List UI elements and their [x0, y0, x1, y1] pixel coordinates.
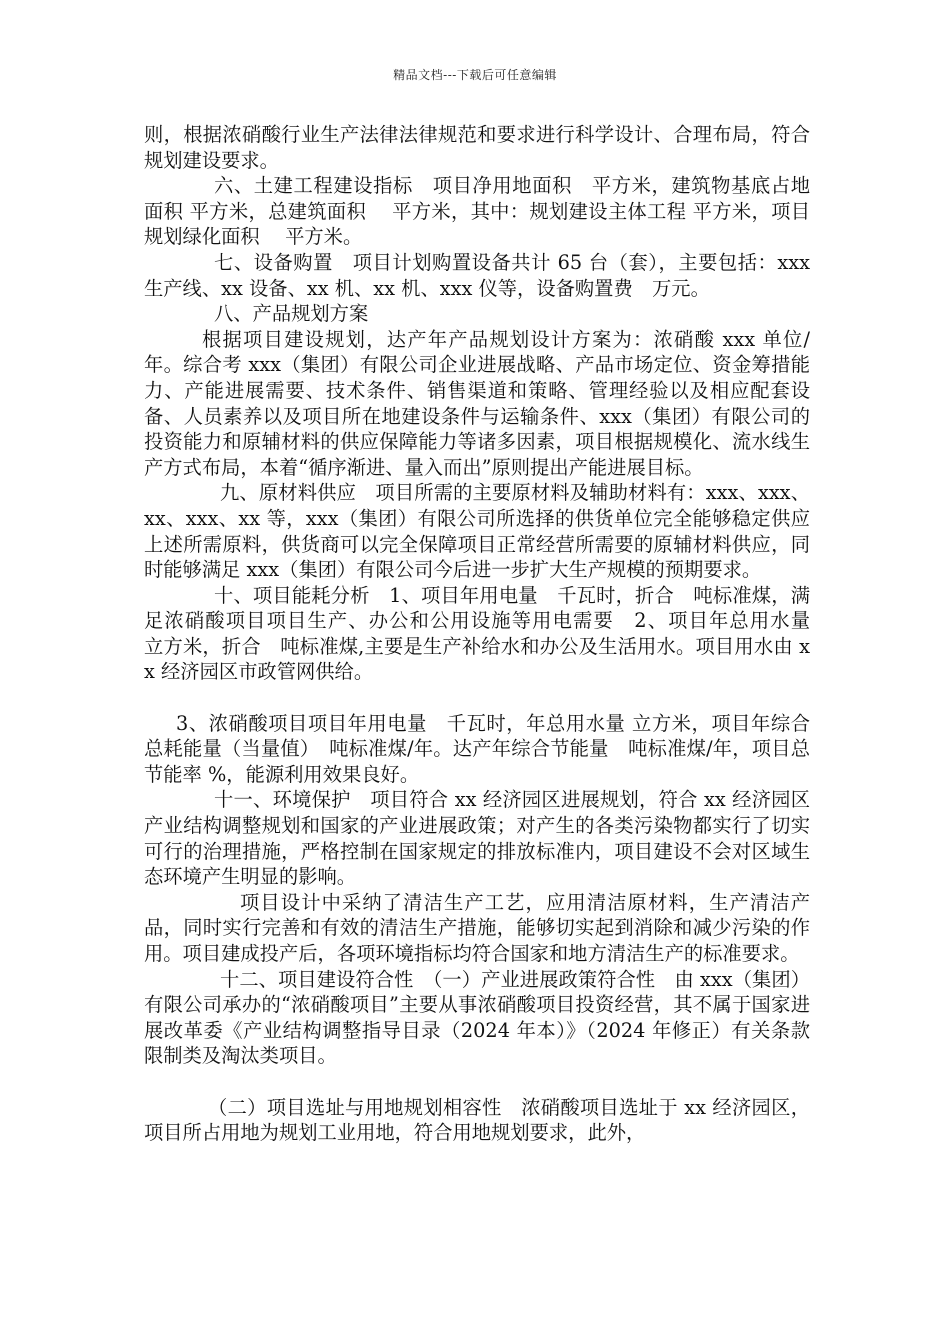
paragraph: 项目设计中采纳了清洁生产工艺，应用清洁原材料，生产清洁产品，同时实行完善和有效的清洁生产措施，能够切实起到消除和减少污染的作用。项目建成投产后，各项环境指标均符合国家和地方清洁生产的标准要求。: [144, 890, 810, 965]
paragraph: 3、浓硝酸项目项目年用电量 千瓦时，年总用水量 立方米，项目年综合总耗能量（当量值） 吨标准煤/年。达产年综合节能量 吨标准煤/年，项目总节能率 %，能源利用效果良好。: [144, 711, 810, 786]
page-header: 精品文档---下载后可任意编辑: [393, 68, 557, 82]
paragraph: 六、土建工程建设指标 项目净用地面积 平方米，建筑物基底占地面积 平方米，总建筑面积 平方米，其中：规划建设主体工程 平方米，项目规划绿化面积 平方米。: [144, 174, 810, 249]
paragraph: 七、设备购置 项目计划购置设备共计 65 台（套），主要包括：xxx 生产线、xx 设备、xx 机、xx 机、xxx 仪等，设备购置费 万元。: [144, 250, 810, 300]
paragraph-spacer: [144, 685, 810, 711]
document-body: [144, 122, 830, 1146]
paragraph: 八、产品规划方案: [214, 302, 369, 326]
paragraph: 十、项目能耗分析 1、项目年用电量 千瓦时，折合 吨标准煤，满足浓硝酸项目项目生产、办公和公用设施等用电需要 2、项目年总用水量 立方米，折合 吨标准煤,主要是生产补给水和办公及生活用水。项目用水由 xx 经济园区市政管网供给。: [144, 583, 830, 684]
paragraph-spacer: [144, 1069, 810, 1095]
paragraph: 则，根据浓硝酸行业生产法律法律规范和要求进行科学设计、合理布局，符合规划建设要求。: [144, 123, 810, 172]
paragraph: 十一、环境保护 项目符合 xx 经济园区进展规划，符合 xx 经济园区产业结构调整规划和国家的产业进展政策；对产生的各类污染物都实行了切实可行的治理措施，严格控制在国家规定的排放标准内，项目建设不会对区域生态环境产生明显的影响。: [144, 788, 810, 889]
paragraph: 根据项目建设规划，达产年产品规划设计方案为：浓硝酸 xxx 单位/年。综合考 xxx（集团）有限公司企业进展战略、产品市场定位、资金筹措能力、产能进展需要、技术条件、销售渠道和策略、管理经验以及相应配套设备、人员素养以及项目所在地建设条件与运输条件、xxx（集团）有限公司的投资能力和原辅材料的供应保障能力等诸多因素，项目根据规模化、流水线生产方式布局，本着“循序渐进、量入而出”原则提出产能进展目标。: [144, 327, 810, 479]
paragraph: （二）项目选址与用地规划相容性 浓硝酸项目选址于 xx 经济园区，项目所占用地为规划工业用地，符合用地规划要求，此外，: [144, 1095, 810, 1145]
paragraph: 十二、项目建设符合性 （一）产业进展政策符合性 由 xxx（集团）有限公司承办的“浓硝酸项目”主要从事浓硝酸项目投资经营，其不属于国家进展改革委《产业结构调整指导目录（2024 年本）》（2024 年修正）有关条款限制类及淘汰类项目。: [144, 967, 810, 1068]
paragraph: 九、原材料供应 项目所需的主要原材料及辅助材料有：xxx、xxx、xx、xxx、xx 等，xxx（集团）有限公司所选择的供货单位完全能够稳定供应上述所需原料，供货商可以完全保障项目正常经营所需要的原辅材料供应，同时能够满足 xxx（集团）有限公司今后进一步扩大生产规模的预期要求。: [144, 481, 810, 582]
